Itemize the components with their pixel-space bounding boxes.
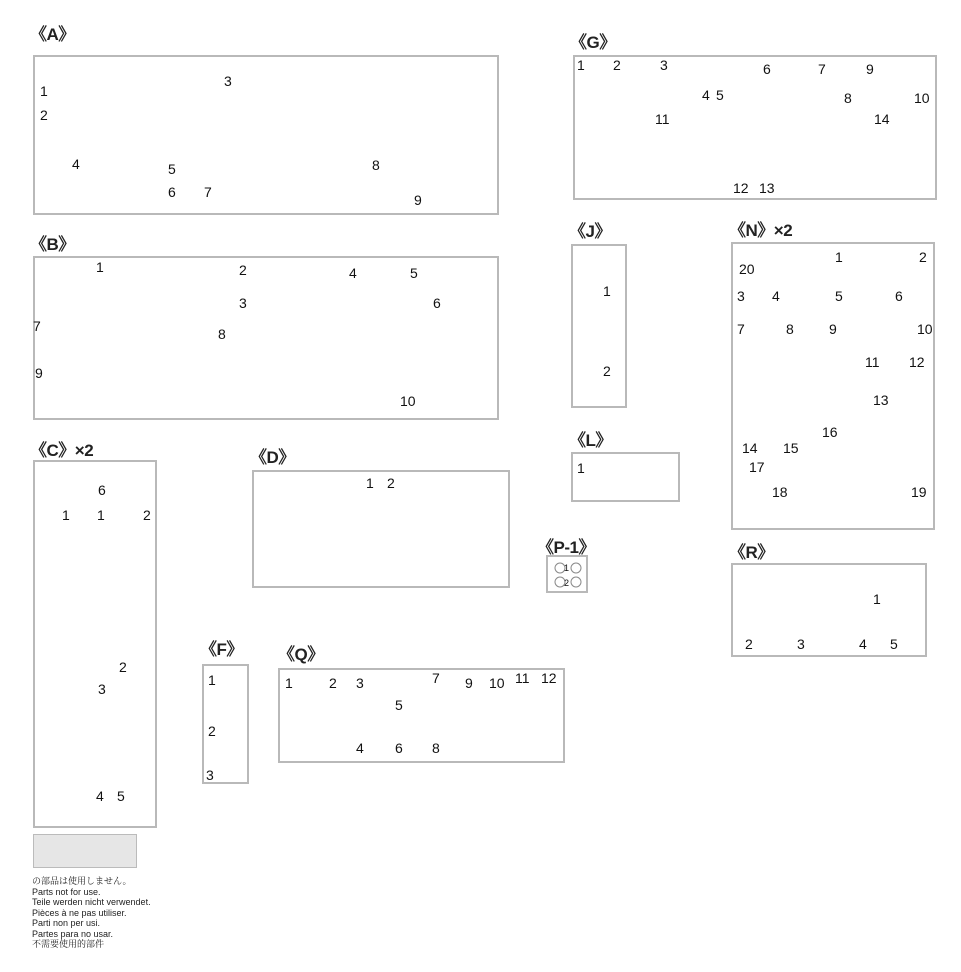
part-n-number: 18 [772,484,788,500]
part-b-number: 7 [33,318,41,334]
part-r-number: 5 [890,636,898,652]
part-a-number: 7 [204,184,212,200]
sprue-r-title: 《R》 [729,543,774,562]
legend-line-fr: Pièces à ne pas utiliser. [32,907,127,918]
legend-line-de: Teile werden nicht verwendet. [32,897,151,907]
part-n-number: 2 [919,249,927,265]
part-d-number: 2 [387,475,395,491]
part-n-number: 3 [737,288,745,304]
part-n-number: 11 [865,354,880,370]
part-q-number: 1 [285,675,293,691]
part-g-number: 14 [874,111,890,127]
part-q-number: 8 [432,740,440,756]
part-g-number: 9 [866,61,874,77]
part-c-number: 5 [117,788,125,804]
part-g-number: 6 [763,61,771,77]
part-g-number: 10 [914,90,930,106]
part-n-number: 12 [909,354,925,370]
part-n-number: 5 [835,288,843,304]
part-b-number: 9 [35,365,43,381]
part-b-number: 1 [96,259,104,275]
part-q-number: 12 [541,670,557,686]
part-q-number: 11 [515,670,530,686]
part-n-number: 20 [739,261,755,277]
part-r-number: 1 [873,591,881,607]
part-g-number: 11 [655,111,670,127]
sprue-q-title: 《Q》 [278,645,324,664]
part-b-number: 8 [218,326,226,342]
legend-line-zh: 不需要使用的部件 [32,939,105,949]
part-q-number: 6 [395,740,403,756]
part-f-number: 1 [208,672,216,688]
sprue-l-title: 《L》 [569,431,612,450]
part-q-number: 3 [356,675,364,691]
part-c-number: 4 [96,788,104,804]
part-g-number: 3 [660,57,668,73]
part-r-number: 3 [797,636,805,652]
part-a-number: 4 [72,156,80,172]
part-a-number: 3 [224,73,232,89]
sprue-c-title: 《C》×2 [30,441,94,460]
part-q-number: 4 [356,740,364,756]
part-n-number: 7 [737,321,745,337]
part-q-number: 7 [432,670,440,686]
sprue-a-title: 《A》 [30,25,75,44]
part-g-number: 2 [613,57,621,73]
part-c-number: 2 [143,507,151,523]
part-n-number: 4 [772,288,780,304]
part-f-number: 3 [206,767,214,783]
sprue-n-title: 《N》×2 [729,221,793,240]
part-q-number: 2 [329,675,337,691]
part-b-number: 5 [410,265,418,281]
part-b-number: 2 [239,262,247,278]
part-c-number: 1 [62,507,70,523]
part-n-number: 13 [873,392,889,408]
sprue-b-title: 《B》 [30,235,75,254]
part-n-number: 15 [783,440,799,456]
unused-parts-legend [32,876,151,950]
part-b-number: 3 [239,295,247,311]
part-a-number: 8 [372,157,380,173]
part-b-number: 6 [433,295,441,311]
part-q-number: 5 [395,697,403,713]
sprue-j-title: 《J》 [569,222,611,241]
part-a-number: 5 [168,161,176,177]
part-q-number: 9 [465,675,473,691]
part-n-number: 9 [829,321,837,337]
part-b-number: 4 [349,265,357,281]
part-a-number: 2 [40,107,48,123]
part-g-number: 7 [818,61,826,77]
part-p-number: 2 [564,578,570,588]
part-j-number: 1 [603,283,611,299]
part-c-number: 1 [97,507,105,523]
part-r-number: 4 [859,636,867,652]
part-n-number: 1 [835,249,843,265]
part-f-number: 2 [208,723,216,739]
part-n-number: 6 [895,288,903,304]
part-g-number: 12 [733,180,749,196]
part-c-number: 2 [119,659,127,675]
part-d-number: 1 [366,475,374,491]
part-a-number: 9 [414,192,422,208]
sprue-p-title: 《P-1》 [537,538,595,557]
part-n-number: 19 [911,484,927,500]
part-j-number: 2 [603,363,611,379]
part-g-number: 13 [759,180,775,196]
legend-line-it: Parti non per usi. [32,918,101,928]
sprue-d-title: 《D》 [250,448,295,467]
part-l-number: 1 [577,460,585,476]
part-n-number: 10 [917,321,933,337]
part-n-number: 16 [822,424,838,440]
sprue-g-title: 《G》 [570,33,616,52]
unused-parts-swatch [33,834,137,868]
part-r-number: 2 [745,636,753,652]
part-q-number: 10 [489,675,505,691]
part-p-number: 1 [564,563,570,573]
sprue-f-title: 《F》 [200,640,243,659]
part-a-number: 1 [40,83,48,99]
legend-line-en: Parts not for use. [32,886,101,897]
part-a-number: 6 [168,184,176,200]
part-g-number: 8 [844,90,852,106]
part-n-number: 8 [786,321,794,337]
legend-line-es: Partes para no usar. [32,928,114,939]
part-g-number: 4 [702,87,710,103]
part-n-number: 14 [742,440,758,456]
legend-line-ja: の部品は使用しません。 [32,876,132,886]
part-n-number: 17 [749,459,765,475]
part-g-number: 1 [577,57,585,73]
part-b-number: 10 [400,393,416,409]
part-c-number: 3 [98,681,106,697]
part-g-number: 5 [716,87,724,103]
part-c-number: 6 [98,482,106,498]
